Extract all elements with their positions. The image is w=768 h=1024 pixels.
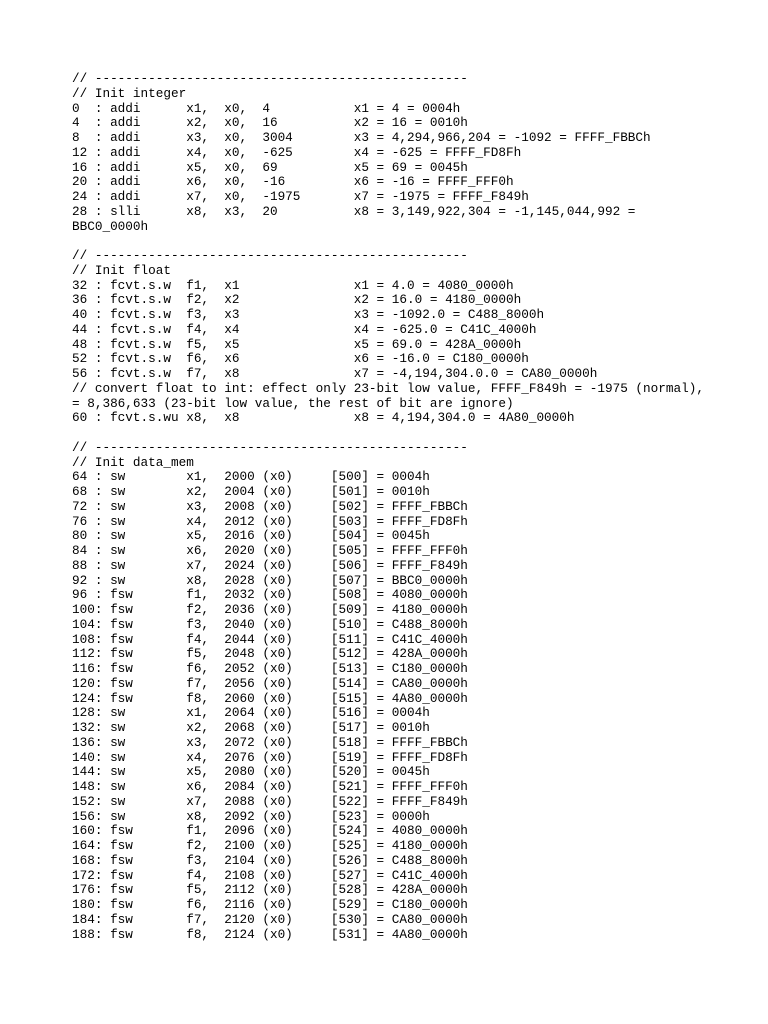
- code-line: 180: fsw f6, 2116 (x0) [529] = C180_0000h: [72, 897, 468, 912]
- code-line: 20 : addi x6, x0, -16 x6 = -16 = FFFF_FFF0h: [72, 174, 514, 190]
- code-line: 36 : fcvt.s.w f2, x2 x2 = 16.0 = 4180_0000h: [72, 292, 522, 308]
- code-line: 96 : fsw f1, 2032 (x0) [508] = 4080_0000h: [72, 587, 468, 603]
- code-line: 124: fsw f8, 2060 (x0) [515] = 4A80_0000h: [72, 690, 468, 706]
- section-title: // Init integer: [72, 85, 187, 101]
- code-line: 16 : addi x5, x0, 69 x5 = 69 = 0045h: [72, 159, 468, 175]
- code-line: 68 : sw x2, 2004 (x0) [501] = 0010h: [72, 484, 430, 499]
- code-line: 172: fsw f4, 2108 (x0) [527] = C41C_4000h: [72, 867, 468, 883]
- code-line: 56 : fcvt.s.w f7, x8 x7 = -4,194,304.0.0 = CA80_0000h: [72, 366, 598, 381]
- code-line: 104: fsw f3, 2040 (x0) [510] = C488_8000h: [72, 616, 468, 632]
- section-spacer: [72, 234, 704, 249]
- code-line: = 8,386,633 (23-bit low value, the rest of bit are ignore): [72, 395, 514, 411]
- assembly-listing: [72, 72, 704, 942]
- code-line: 184: fsw f7, 2120 (x0) [530] = CA80_0000h: [72, 911, 468, 927]
- section-title: // Init data_mem: [72, 454, 194, 470]
- section-spacer: [72, 426, 704, 441]
- code-line: 12 : addi x4, x0, -625 x4 = -625 = FFFF_FD8Fh: [72, 144, 522, 160]
- code-line: BBC0_0000h: [72, 218, 149, 234]
- code-line: 0 : addi x1, x0, 4 x1 = 4 = 0004h: [72, 100, 461, 116]
- code-line: 4 : addi x2, x0, 16 x2 = 16 = 0010h: [72, 115, 468, 131]
- code-line: 76 : sw x4, 2012 (x0) [503] = FFFF_FD8Fh: [72, 513, 468, 529]
- code-line: 24 : addi x7, x0, -1975 x7 = -1975 = FFFF_F849h: [72, 189, 529, 204]
- code-line: 108: fsw f4, 2044 (x0) [511] = C41C_4000h: [72, 631, 468, 647]
- code-line: 156: sw x8, 2092 (x0) [523] = 0000h: [72, 808, 430, 824]
- code-line: 164: fsw f2, 2100 (x0) [525] = 4180_0000h: [72, 838, 468, 853]
- code-line: 116: fsw f6, 2052 (x0) [513] = C180_0000h: [72, 661, 468, 676]
- code-section: [72, 441, 704, 943]
- code-line: 88 : sw x7, 2024 (x0) [506] = FFFF_F849h: [72, 557, 468, 573]
- code-line: 144: sw x5, 2080 (x0) [520] = 0045h: [72, 764, 430, 780]
- code-line: 152: sw x7, 2088 (x0) [522] = FFFF_F849h: [72, 793, 468, 809]
- code-line: 28 : slli x8, x3, 20 x8 = 3,149,922,304 = -1,145,044,992 =: [72, 203, 636, 219]
- code-line: 92 : sw x8, 2028 (x0) [507] = BBC0_0000h: [72, 572, 468, 588]
- code-line: 132: sw x2, 2068 (x0) [517] = 0010h: [72, 720, 430, 735]
- code-line: 128: sw x1, 2064 (x0) [516] = 0004h: [72, 705, 430, 721]
- code-line: 148: sw x6, 2084 (x0) [521] = FFFF_FFF0h: [72, 779, 468, 794]
- code-line: 44 : fcvt.s.w f4, x4 x4 = -625.0 = C41C_4000h: [72, 321, 537, 337]
- code-line: // convert float to int: effect only 23-bit low value, FFFF_F849h = -1975 (normal),: [72, 380, 704, 396]
- code-line: 112: fsw f5, 2048 (x0) [512] = 428A_0000h: [72, 646, 468, 662]
- code-line: 48 : fcvt.s.w f5, x5 x5 = 69.0 = 428A_0000h: [72, 336, 522, 352]
- code-line: 72 : sw x3, 2008 (x0) [502] = FFFF_FBBCh: [72, 498, 468, 514]
- code-section: [72, 72, 704, 234]
- code-line: 160: fsw f1, 2096 (x0) [524] = 4080_0000h: [72, 823, 468, 839]
- code-section: [72, 249, 704, 426]
- code-line: 80 : sw x5, 2016 (x0) [504] = 0045h: [72, 528, 430, 544]
- code-line: 140: sw x4, 2076 (x0) [519] = FFFF_FD8Fh: [72, 749, 468, 765]
- code-line: 32 : fcvt.s.w f1, x1 x1 = 4.0 = 4080_0000h: [72, 277, 514, 293]
- code-line: 60 : fcvt.s.wu x8, x8 x8 = 4,194,304.0 = 4A80_0000h: [72, 410, 575, 426]
- code-line: 84 : sw x6, 2020 (x0) [505] = FFFF_FFF0h: [72, 543, 468, 558]
- code-line: 8 : addi x3, x0, 3004 x3 = 4,294,966,204 = -1092 = FFFF_FBBCh: [72, 130, 651, 145]
- code-line: 100: fsw f2, 2036 (x0) [509] = 4180_0000h: [72, 602, 468, 617]
- code-line: 188: fsw f8, 2124 (x0) [531] = 4A80_0000h: [72, 926, 468, 942]
- code-line: 136: sw x3, 2072 (x0) [518] = FFFF_FBBCh: [72, 734, 468, 750]
- comment-rule: // -------------------------------------------------: [72, 248, 468, 263]
- code-line: 64 : sw x1, 2000 (x0) [500] = 0004h: [72, 469, 430, 485]
- code-line: 52 : fcvt.s.w f6, x6 x6 = -16.0 = C180_0000h: [72, 351, 529, 367]
- section-title: // Init float: [72, 262, 171, 278]
- code-line: 176: fsw f5, 2112 (x0) [528] = 428A_0000h: [72, 882, 468, 898]
- code-line: 168: fsw f3, 2104 (x0) [526] = C488_8000h: [72, 852, 468, 868]
- comment-rule: // -------------------------------------------------: [72, 439, 468, 455]
- code-line: 40 : fcvt.s.w f3, x3 x3 = -1092.0 = C488_8000h: [72, 307, 545, 322]
- code-line: 120: fsw f7, 2056 (x0) [514] = CA80_0000h: [72, 675, 468, 691]
- comment-rule: // -------------------------------------------------: [72, 71, 468, 86]
